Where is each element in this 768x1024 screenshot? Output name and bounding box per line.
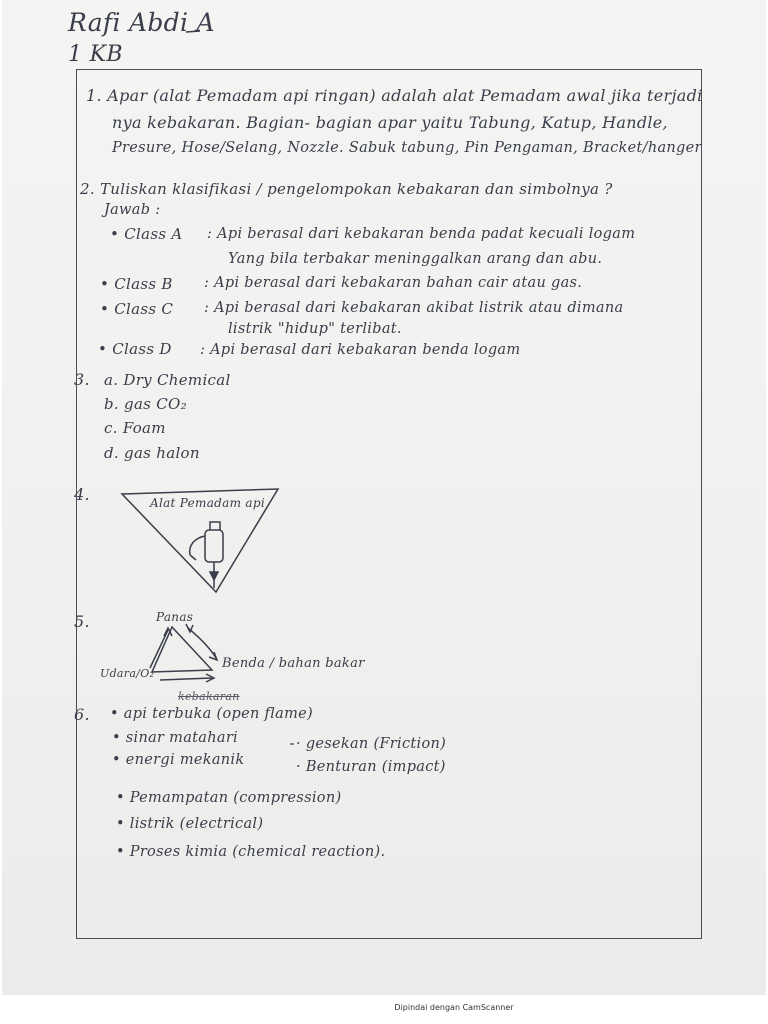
q6-item-2: • sinar matahari bbox=[112, 730, 238, 746]
q6-sub-2: · Benturan (impact) bbox=[296, 759, 446, 775]
q6-item-4: • Pemampatan (compression) bbox=[116, 790, 342, 806]
q1-line-2: nya kebakaran. Bagian- bagian apar yaitu Tabung, Katup, Handle, bbox=[112, 113, 668, 132]
scanner-footer: Dipindai dengan CamScanner bbox=[394, 1003, 514, 1012]
q6-item-6: • Proses kimia (chemical reaction). bbox=[116, 844, 386, 860]
q3-item-c: c. Foam bbox=[104, 419, 166, 437]
class-c-text: : Api berasal dari kebakaran akibat listrik atau dimana bbox=[204, 300, 624, 316]
q3-number: 3. bbox=[74, 370, 90, 389]
q6-number: 6. bbox=[74, 705, 90, 724]
q2-question: 2. Tuliskan klasifikasi / pengelompokan kebakaran dan simbolnya ? bbox=[80, 180, 613, 198]
class-d-label: • Class D bbox=[98, 340, 172, 358]
q2-answer-label: Jawab : bbox=[104, 202, 161, 218]
q1-line-3: Presure, Hose/Selang, Nozzle. Sabuk tabung, Pin Pengaman, Bracket/hanger bbox=[112, 140, 702, 156]
class-a-label: • Class A bbox=[110, 225, 183, 243]
q6-item-3: • energi mekanik bbox=[112, 752, 245, 768]
name-flourish bbox=[186, 31, 200, 32]
triangle-right-label: Benda / bahan bakar bbox=[222, 656, 365, 671]
q6-sub-1: · gesekan (Friction) bbox=[296, 736, 447, 752]
q4-number: 4. bbox=[74, 485, 90, 504]
q5-number: 5. bbox=[74, 612, 90, 631]
class-d-text: : Api berasal dari kebakaran benda logam bbox=[200, 342, 521, 358]
q3-item-b: b. gas CO₂ bbox=[104, 395, 187, 413]
fire-triangle-diagram bbox=[150, 624, 217, 682]
triangle-top-label: Panas bbox=[156, 610, 194, 624]
class-label: 1 KB bbox=[68, 42, 123, 67]
class-a-text-2: Yang bila terbakar meninggalkan arang dan abu. bbox=[228, 251, 603, 267]
q3-item-d: d. gas halon bbox=[104, 444, 200, 462]
class-c-text-2: listrik "hidup" terlibat. bbox=[228, 321, 402, 337]
student-name: Rafi Abdi A bbox=[68, 8, 215, 37]
class-a-text: : Api berasal dari kebakaran benda padat kecuali logam bbox=[207, 226, 636, 242]
q6-item-1-main: • api terbuka (open flame) bbox=[110, 706, 313, 722]
class-b-text: : Api berasal dari kebakaran bahan cair atau gas. bbox=[204, 275, 583, 291]
q6-item-1-struck: kebakaran bbox=[178, 690, 240, 703]
extinguisher-sign-label: Alat Pemadam api bbox=[150, 496, 265, 510]
q1-line-1: 1. Apar (alat Pemadam api ringan) adalah alat Pemadam awal jika terjadi bbox=[86, 86, 703, 105]
extinguisher-sign-icon bbox=[122, 489, 278, 592]
class-b-label: • Class B bbox=[100, 275, 173, 293]
q3-item-a: a. Dry Chemical bbox=[104, 371, 231, 389]
q6-item-5: • listrik (electrical) bbox=[116, 816, 264, 832]
triangle-left-label: Udara/O₂ bbox=[100, 667, 155, 680]
class-c-label: • Class C bbox=[100, 300, 174, 318]
